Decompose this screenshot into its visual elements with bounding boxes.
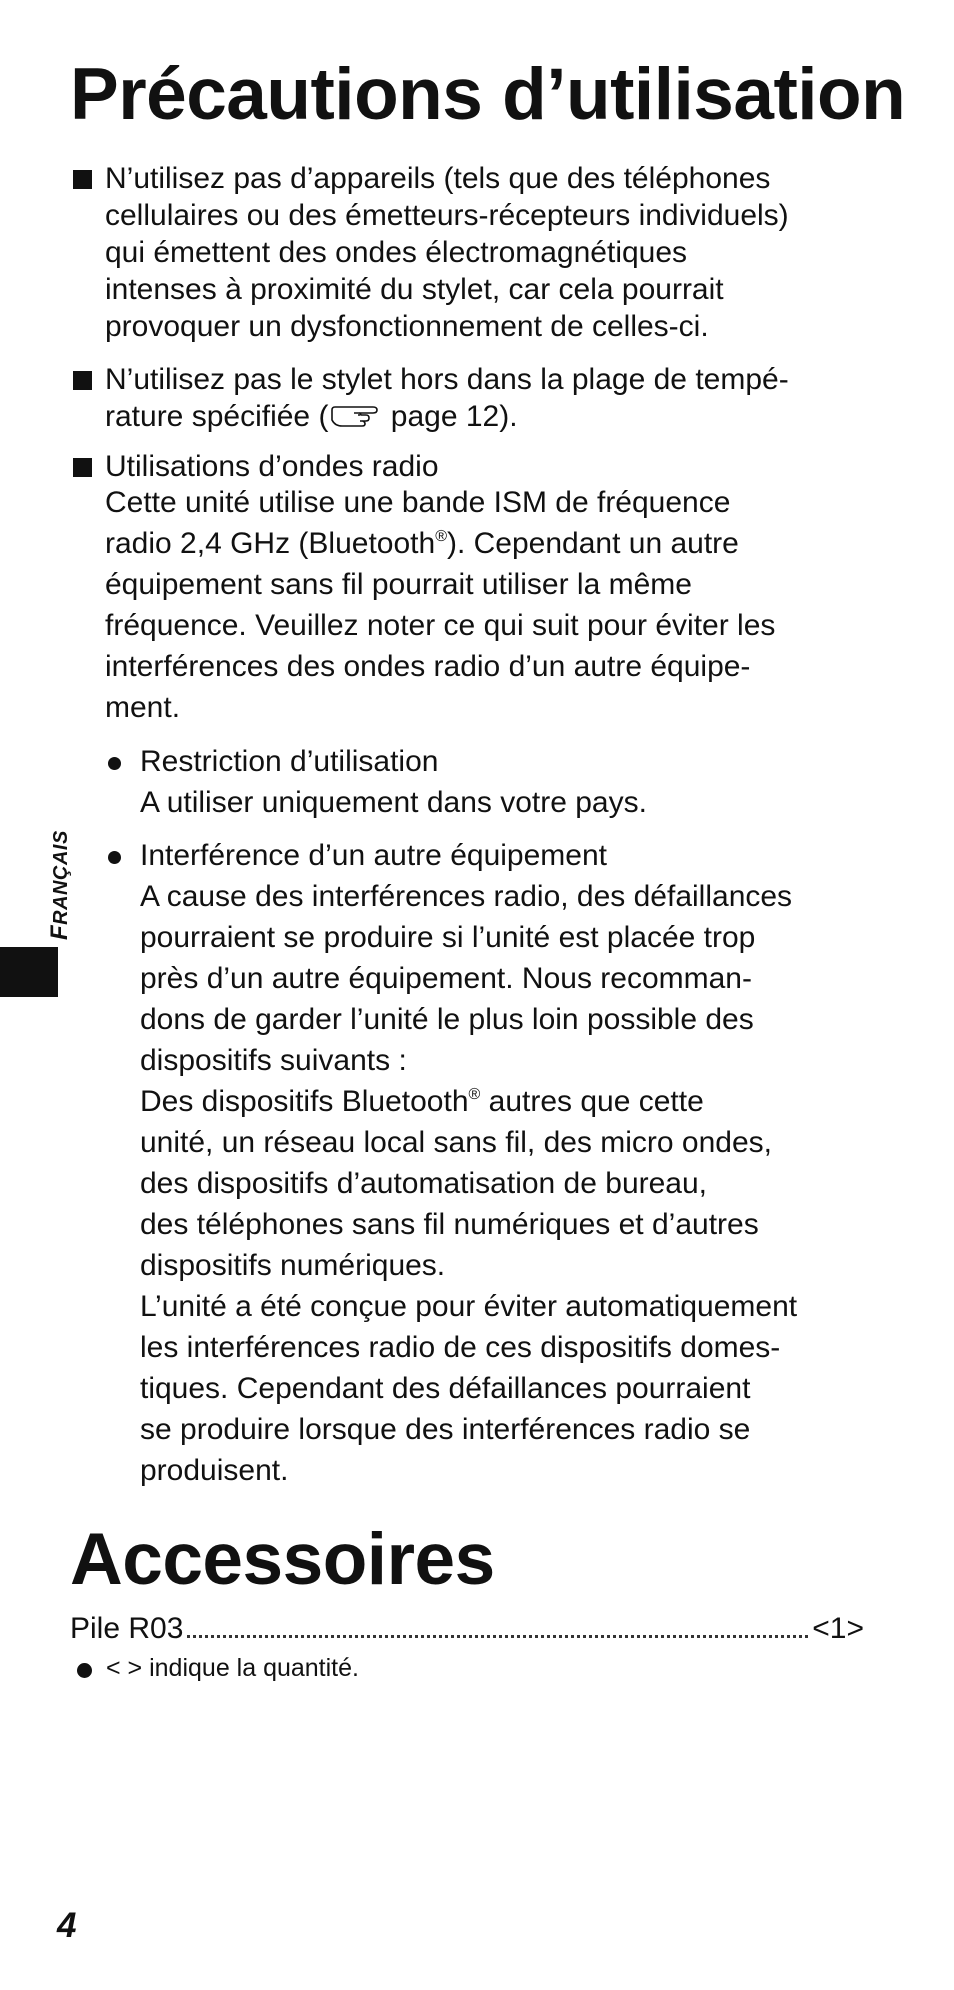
list-item <box>70 361 870 435</box>
page-number: 4 <box>57 1906 77 1945</box>
list-item-text: N’utilisez pas d’appareils (tels que des téléphones cellulaires ou des émetteurs-récepteurs individuels) qui émettent des ondes électromagnétiques intenses à proximité du stylet, car cela pourrait provoquer un dysfonctionnement de celles-ci. <box>105 162 789 343</box>
accessory-row <box>70 1612 864 1648</box>
sub-list-item-text: Interférence d’un autre équipement A cause des interférences radio, des défaillances pourraient se produire si l’unité est placée trop près d’un autre équipement. Nous recomman- dons de garder l’unité le plus loin possible des dispositifs suivants : Des dispositifs Bluetooth® autres que cette unité, un réseau local sans fil, des micro ondes, des dispositifs d’automatisation de bureau, des téléphones sans fil numériques et d’autres dispositifs numériques. L’unité a été conçue pour éviter automatiquement les interférences radio de ces dispositifs domes- tiques. Cependant des défaillances pourraient se produire lorsque des interférences radio se produisent. <box>140 839 798 1487</box>
page-title: Précautions d’utilisation <box>70 54 906 135</box>
language-tab-marker <box>0 947 58 997</box>
round-bullet-icon <box>108 757 121 770</box>
list-item-text: N’utilisez pas le stylet hors dans la plage de tempé- rature spécifiée ( page 12). <box>105 363 789 433</box>
language-label: FRANÇAIS <box>46 830 73 940</box>
list-item <box>70 448 870 485</box>
accessory-quantity: <1> <box>812 1612 864 1645</box>
round-bullet-icon <box>77 1663 92 1678</box>
pointing-hand-icon <box>330 404 380 428</box>
radio-paragraph: Cette unité utilise une bande ISM de fréquence radio 2,4 GHz (Bluetooth®). Cependant un autre équipement sans fil pourrait utiliser la même fréquence. Veuillez noter ce qui suit pour éviter les interférences des ondes radio d’un autre équipe- ment. <box>105 486 776 724</box>
round-bullet-icon <box>108 851 121 864</box>
registered-mark: ® <box>468 1086 481 1103</box>
sub-list-item <box>105 741 885 823</box>
sub-list-item <box>105 835 885 1491</box>
dot-leader <box>187 1635 808 1638</box>
list-item <box>70 160 870 345</box>
quantity-note: < > indique la quantité. <box>75 1653 359 1683</box>
list-item-text: Utilisations d’ondes radio <box>105 450 439 483</box>
registered-mark: ® <box>435 528 447 545</box>
sub-list-item-text: Restriction d’utilisation A utiliser uniquement dans votre pays. <box>140 745 647 819</box>
section-title: Accessoires <box>70 1519 495 1600</box>
square-bullet-icon <box>73 458 92 477</box>
square-bullet-icon <box>73 371 92 390</box>
square-bullet-icon <box>73 170 92 189</box>
accessory-name: Pile R03 <box>70 1612 184 1645</box>
